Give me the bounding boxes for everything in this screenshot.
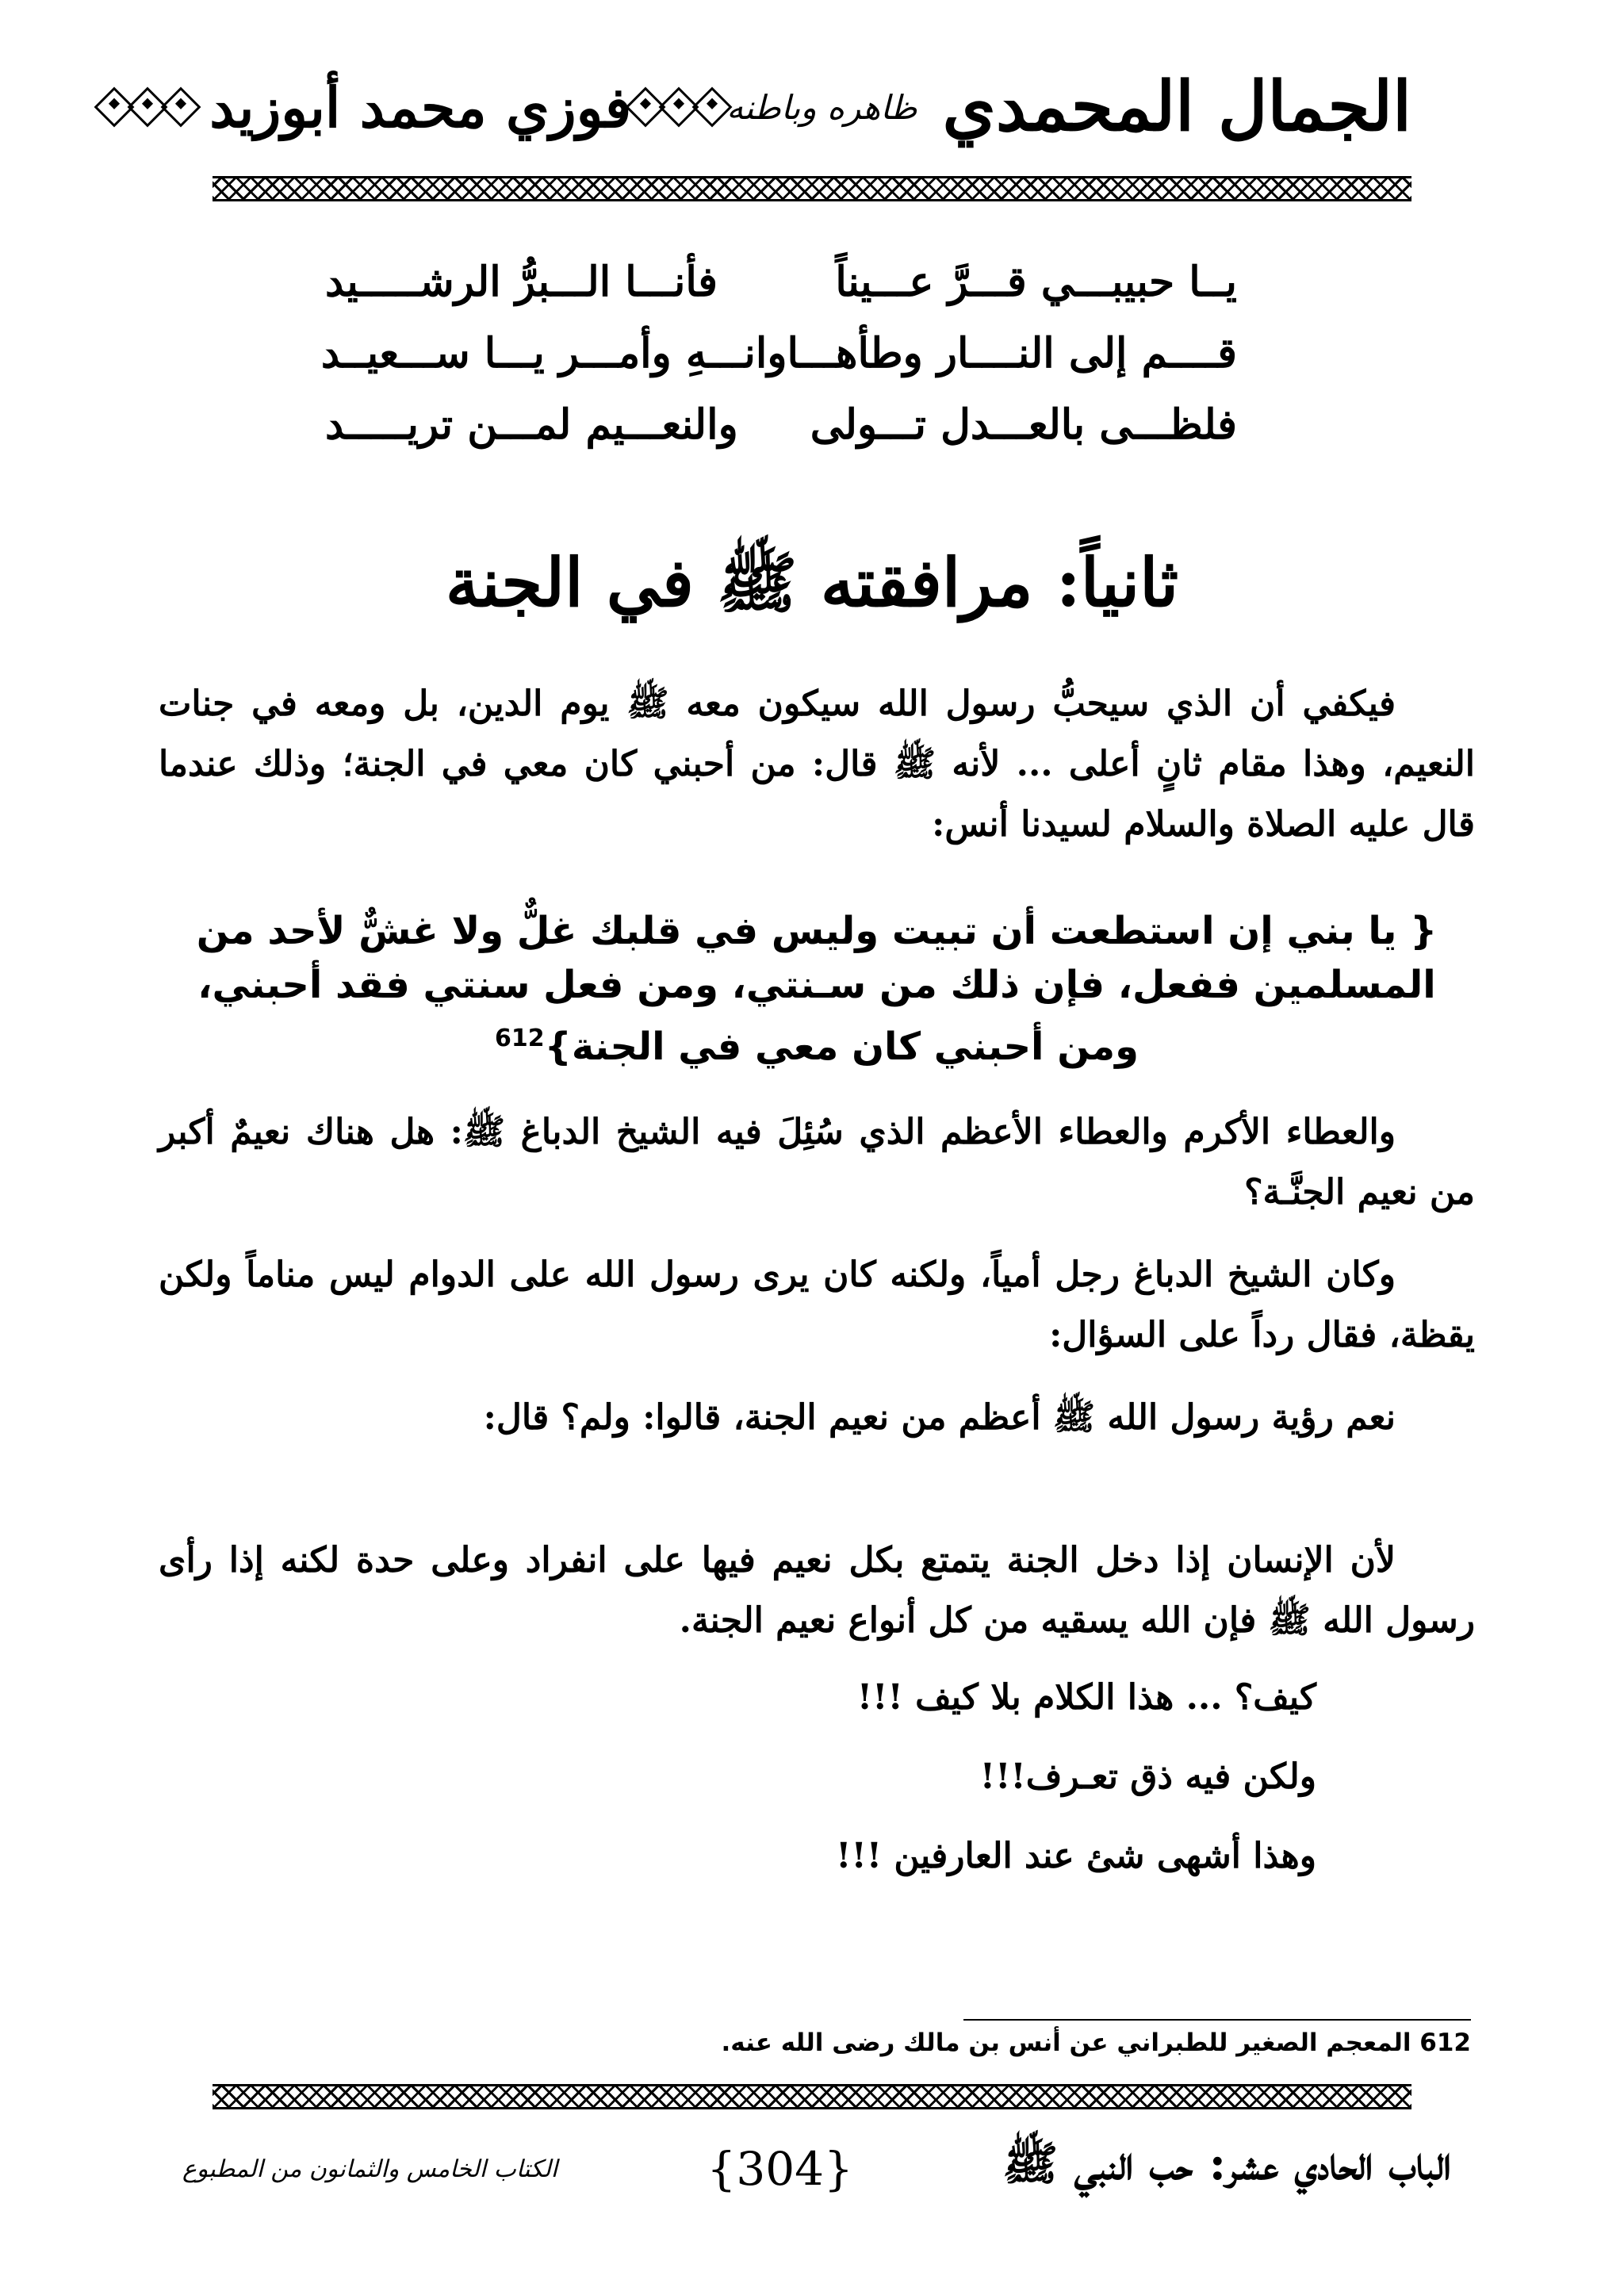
chapter-title: الباب الحادي عشر: حب النبي ﷺ: [1002, 2136, 1451, 2190]
paragraph-text: نعم رؤية رسول الله ﷺ أعظم من نعيم الجنة، قالوا: ولم؟ قال:: [483, 1397, 1396, 1438]
poem-verse: [325, 389, 1237, 460]
paragraph: [159, 1388, 1475, 1448]
paragraph-text: والعطاء الأكرم والعطاء الأعظم الذي سُئِلَ فيه الشيخ الدباغ ﷺ: هل هناك نعيمٌ أكبر من نعيم الجنَّـة؟: [159, 1112, 1475, 1213]
header-author-group: [100, 75, 631, 140]
verse-first-half: قــــم إلى النــــار وطأهـــا: [787, 328, 1237, 377]
section-title: ثانياً: مرافقته ﷺ في الجنة: [445, 543, 1179, 622]
closing-line: [159, 1677, 1396, 1718]
closing-line: [159, 1836, 1396, 1876]
page-header: [209, 56, 1411, 159]
paragraph-text: فيكفي أن الذي سيحبُّ رسول الله سيكون معه ﷺ يوم الدين، بل ومعه في جنات النعيم، وهذا مقام ثانٍ أعلى ... لأنه ﷺ قال: من أحبني كان معي في الجنة؛ وذلك عندما قال عليه الصلاة والسلام لسيدنا أنس:: [159, 684, 1475, 845]
paragraph-text: لأن الإنسان إذا دخل الجنة يتمتع بكل نعيم فيها على انفراد وعلى حدة لكنه إذا رأى رسول الله ﷺ فإن الله يسقيه من كل أنواع نعيم الجنة.: [159, 1540, 1475, 1641]
footnote: 612 المعجم الصغير للطبراني عن أنس بن مالك رضى الله عنه.: [721, 2029, 1471, 2057]
diamond-ornament-icon: [94, 87, 135, 128]
paragraph: [159, 1245, 1475, 1366]
paragraph: [159, 1102, 1475, 1223]
header-title: الجمال المحمدي: [942, 67, 1411, 147]
footnote-ref[interactable]: 612: [495, 1025, 545, 1052]
page-number: {304}: [707, 2142, 853, 2196]
hadith-text: { يا بني إن استطعت أن تبيت وليس في قلبك غلٌّ ولا غشٌّ لأحد من المسلمين ففعل، فإن ذلك من سـنتي، ومن فعل سنتي فقد أحبني، ومن أحبني كان معي في الجنة}: [196, 909, 1438, 1069]
page-footer: [182, 2125, 1451, 2212]
poem: [320, 246, 1237, 460]
book-label: الكتاب الخامس والثمانون من المطبوع: [182, 2155, 558, 2183]
footer-divider-band: [213, 2084, 1411, 2109]
header-title-group: [726, 67, 1411, 147]
closing-line-text: وهذا أشهى شئ عند العارفين !!!: [836, 1836, 1316, 1876]
footnote-rule: [963, 2019, 1471, 2021]
poem-verse: [320, 317, 1237, 389]
verse-first-half: يــا حبيبـــي قـــرَّ عـــيناً: [835, 257, 1237, 306]
verse-second-half: فأنـــا الـــبرُّ الرشـــــيد: [325, 257, 718, 306]
header-subtitle: ظاهره وباطنه: [726, 87, 917, 127]
header-divider-band: [213, 176, 1411, 201]
header-ornament: [100, 93, 195, 121]
verse-second-half: والنعـــيم لمـــن تريـــــد: [325, 400, 738, 449]
header-author: فوزي محمد أبوزيد: [209, 74, 632, 140]
closing-line-text: ولكن فيه ذق تعـرف!!!: [979, 1757, 1316, 1797]
hadith-quote: [182, 904, 1451, 1074]
verse-second-half: وانـــهِ وأمـــر يـــا ســـعيــد: [320, 328, 787, 377]
paragraph: [159, 674, 1475, 855]
diamond-ornament-icon: [626, 87, 666, 128]
verse-first-half: فلظـــى بالعـــدل تـــولى: [810, 400, 1237, 449]
closing-line: [159, 1757, 1396, 1797]
paragraph: [159, 1531, 1475, 1651]
header-ornament: [631, 93, 726, 121]
poem-verse: [325, 246, 1237, 317]
paragraph-text: وكان الشيخ الدباغ رجل أمياً، ولكنه كان يرى رسول الله على الدوام ليس مناماً ولكن يقظة، فقال رداً على السؤال:: [159, 1255, 1475, 1355]
closing-line-text: كيف؟ ... هذا الكلام بلا كيف !!!: [856, 1677, 1316, 1718]
